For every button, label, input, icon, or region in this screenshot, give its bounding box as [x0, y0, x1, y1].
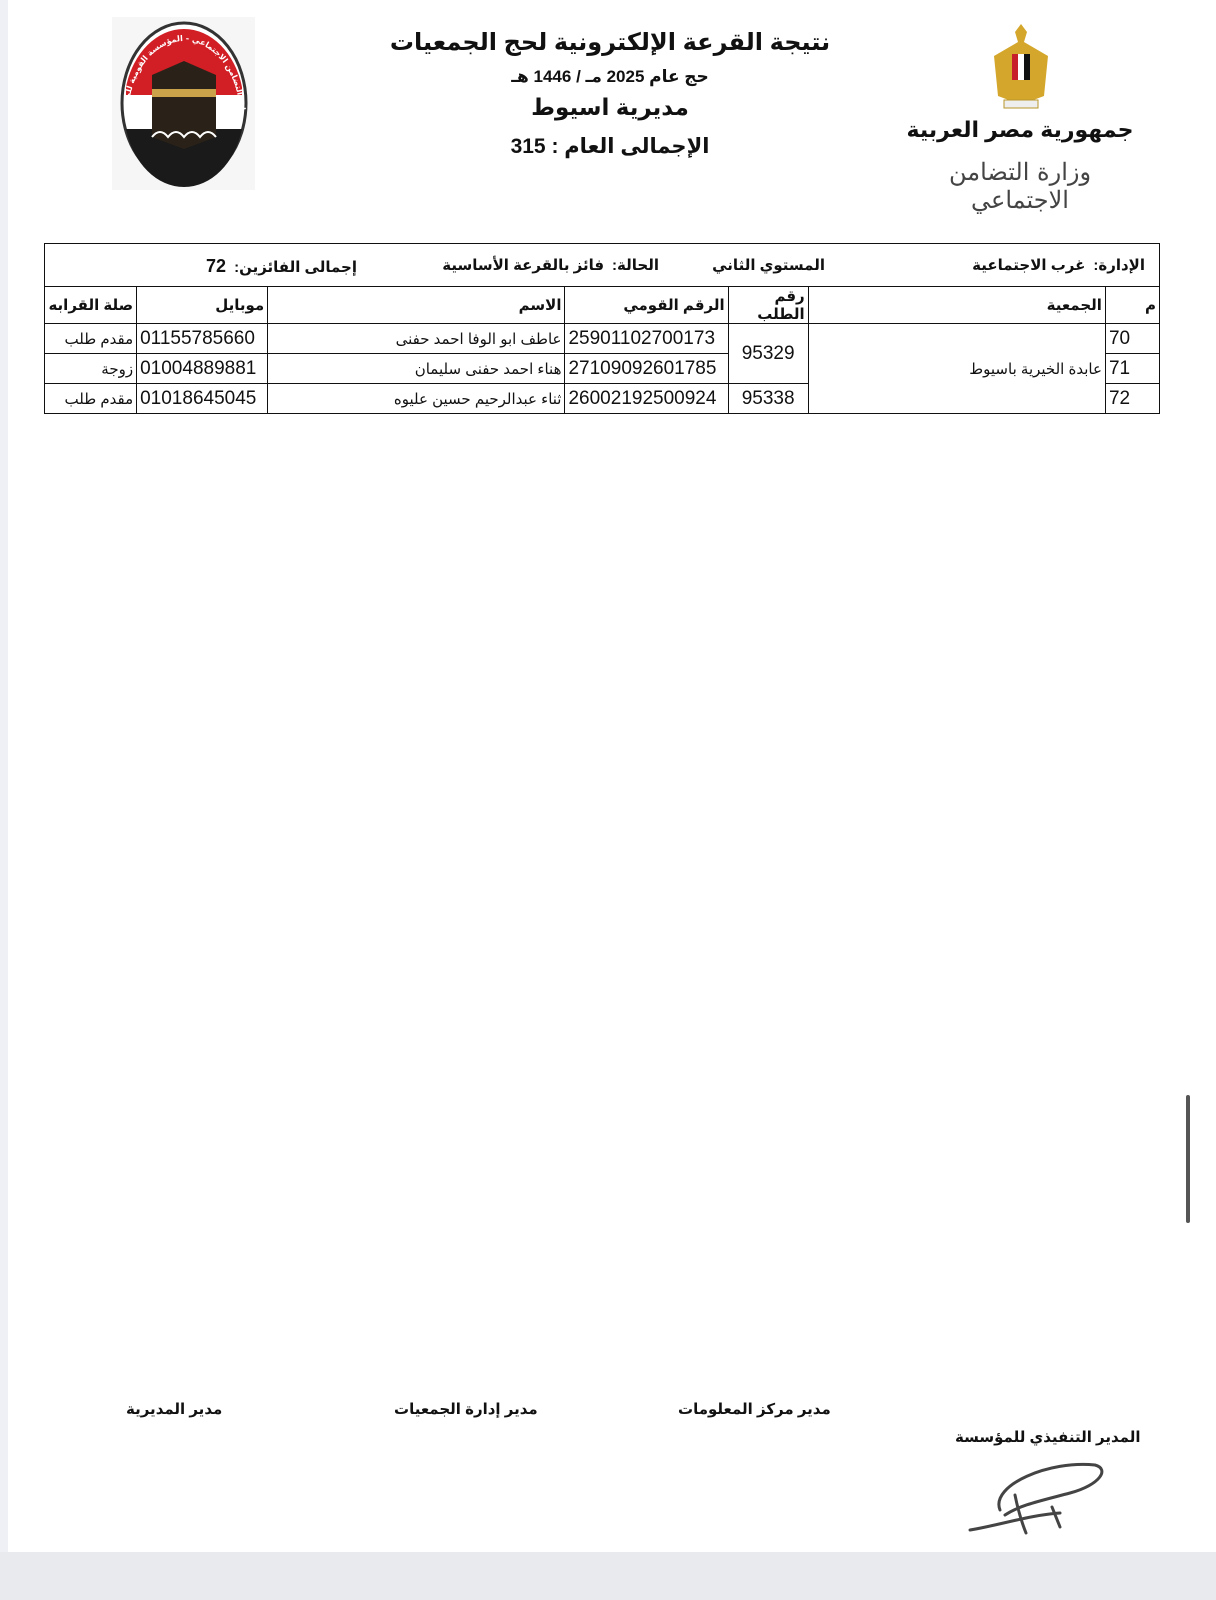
foundation-logo — [112, 17, 255, 190]
relation-cell: زوجة — [45, 354, 137, 384]
header-relation: صلة القرابه — [45, 287, 137, 324]
name-cell: ثناء عبدالرحيم حسين عليوه — [268, 384, 565, 414]
header-association: الجمعية — [808, 287, 1105, 324]
mobile-cell: 01004889881 — [137, 354, 268, 384]
header-name: الاسم — [268, 287, 565, 324]
signature-associations-manager: مدير إدارة الجمعيات — [394, 1401, 538, 1418]
administration-value: غرب الاجتماعية — [972, 257, 1086, 274]
header-national-id: الرقم القومي — [565, 287, 728, 324]
level-group — [704, 256, 825, 274]
status-label: الحالة: — [612, 257, 659, 274]
winners-count: 72 — [206, 256, 227, 276]
document-title: نتيجة القرعة الإلكترونية لحج الجمعيات — [389, 29, 831, 56]
signature-info-center-manager: مدير مركز المعلومات — [678, 1401, 831, 1418]
relation-cell: مقدم طلب — [45, 384, 137, 414]
header-no: م — [1105, 287, 1159, 324]
info-row — [45, 244, 1160, 287]
relation-cell: مقدم طلب — [45, 324, 137, 354]
mobile-cell: 01018645045 — [137, 384, 268, 414]
republic-name: جمهورية مصر العربية — [906, 117, 1134, 142]
winners-label: إجمالى الفائزين: — [234, 259, 357, 276]
column-headers — [45, 287, 1160, 324]
scrollbar[interactable] — [1186, 1095, 1190, 1223]
national-id-cell: 25901102700173 — [565, 324, 728, 354]
mobile-cell: 01155785660 — [137, 324, 268, 354]
winners-group — [198, 256, 357, 277]
name-cell: عاطف ابو الوفا احمد حفنى — [268, 324, 565, 354]
administration-label: الإدارة: — [1093, 257, 1145, 274]
status-group — [434, 256, 659, 274]
national-id-cell: 27109092601785 — [565, 354, 728, 384]
winners-table — [44, 243, 1160, 414]
header-request: رقم الطلب — [728, 287, 808, 324]
directorate-name: مديرية اسيوط — [531, 94, 689, 120]
signature-executive-director: المدير التنفيذي للمؤسسة — [955, 1429, 1141, 1446]
row-no: 71 — [1105, 354, 1159, 384]
request-cell: 95338 — [728, 384, 808, 414]
row-no: 72 — [1105, 384, 1159, 414]
document-subtitle: حج عام 2025 مـ / 1446 هـ — [511, 67, 709, 86]
row-no: 70 — [1105, 324, 1159, 354]
table-row — [45, 324, 1160, 354]
national-id-cell: 26002192500924 — [565, 384, 728, 414]
grand-total: الإجمالى العام : 315 — [510, 135, 710, 158]
association-cell: عابدة الخيرية باسيوط — [808, 324, 1105, 414]
handwritten-signature — [960, 1455, 1110, 1545]
name-cell: هناء احمد حفنى سليمان — [268, 354, 565, 384]
logo-text: زارة التضامن الاجتماعي - المؤسسة القومية للمسنين — [120, 34, 247, 120]
status-value: فائز بالقرعة الأساسية — [442, 257, 605, 274]
request-cell: 95329 — [728, 324, 808, 384]
signature-directorate-manager: مدير المديرية — [126, 1401, 223, 1418]
administration-group — [964, 256, 1145, 274]
header-mobile: موبايل — [137, 287, 268, 324]
egypt-eagle-emblem — [990, 20, 1052, 112]
level: المستوي الثاني — [712, 257, 825, 274]
page-edge — [0, 0, 8, 1600]
ministry-name: وزارة التضامن الاجتماعي — [948, 158, 1092, 214]
viewer-bottom-bar — [0, 1552, 1216, 1600]
